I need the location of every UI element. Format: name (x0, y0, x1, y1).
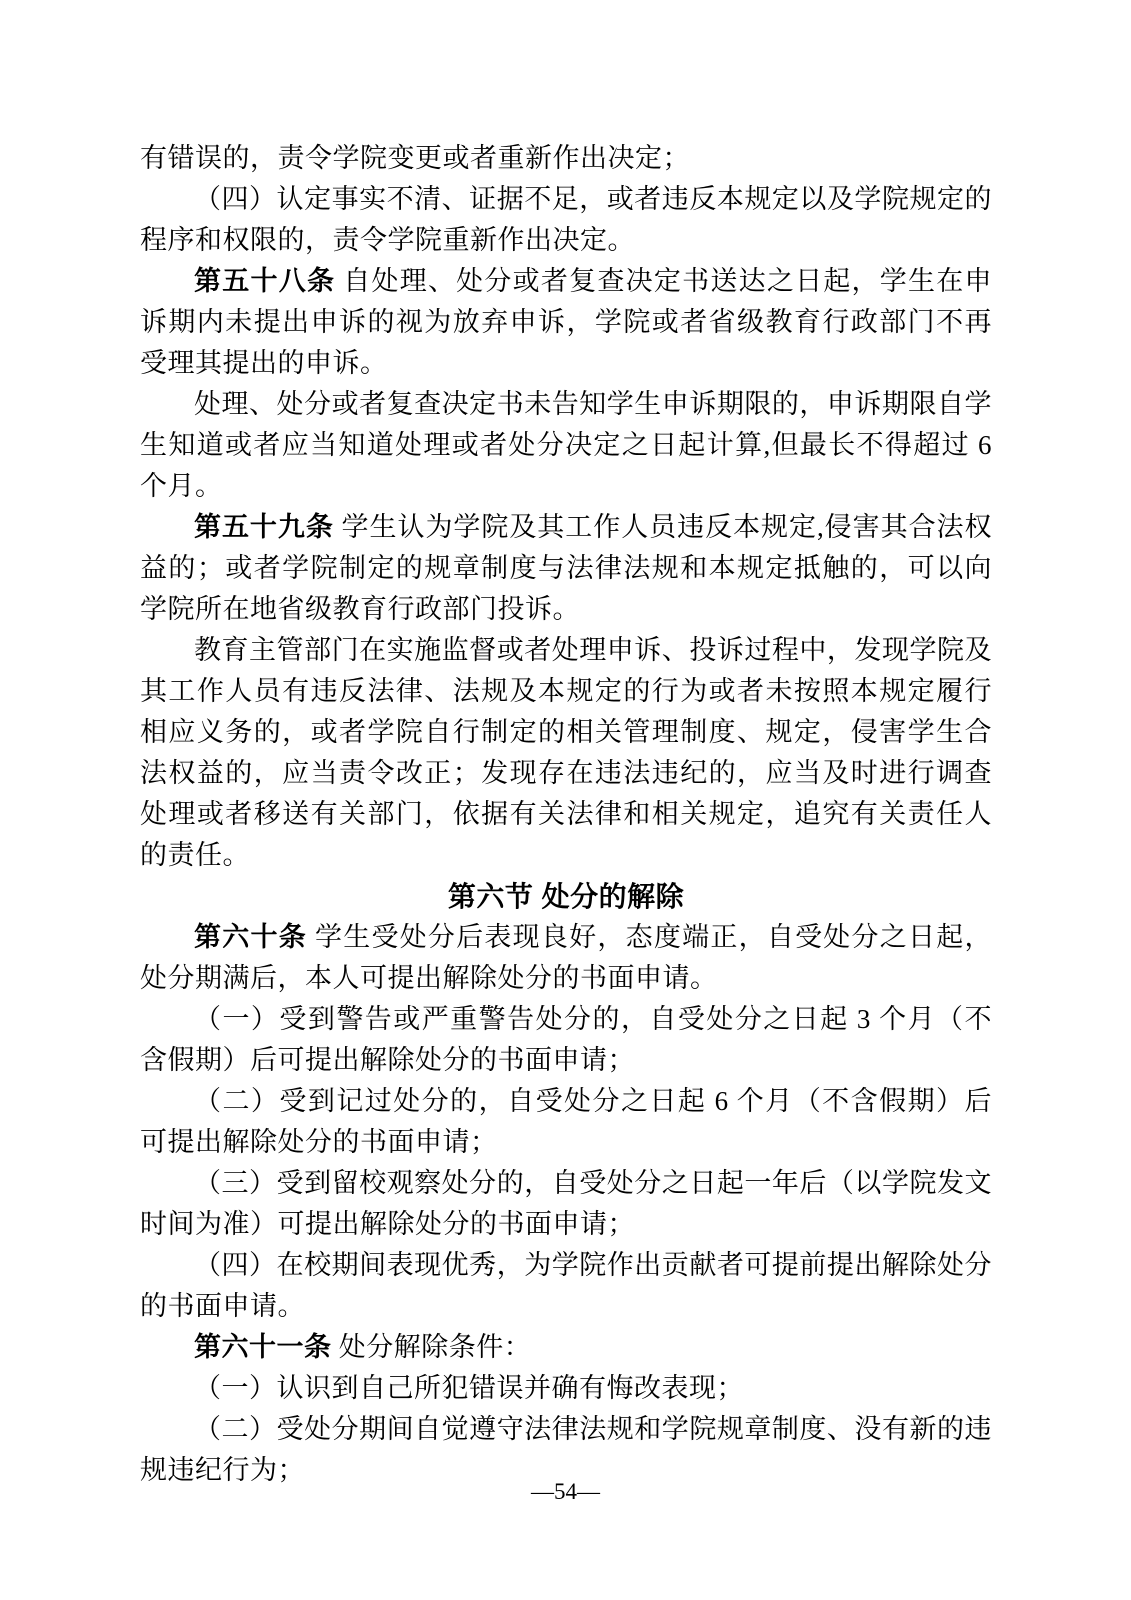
paragraph (140, 1327, 992, 1368)
paragraph: 处理、处分或者复查决定书未告知学生申诉期限的，申诉期限自学生知道或者应当知道处理或者处分决定之日起计算,但最长不得超过 6 个月。 (140, 389, 992, 501)
paragraph: （三）受到留校观察处分的，自受处分之日起一年后（以学院发文时间为准）可提出解除处分的书面申请； (140, 1168, 992, 1239)
paragraph: （四）认定事实不清、证据不足，或者违反本规定以及学院规定的程序和权限的，责令学院重新作出决定。 (140, 184, 992, 255)
paragraph: 有错误的，责令学院变更或者重新作出决定； (140, 143, 690, 173)
paragraph-text: 学生受处分后表现良好，态度端正，自受处分之日起，处分期满后，本人可提出解除处分的书面申请。 (140, 922, 993, 993)
paragraph: （四）在校期间表现优秀，为学院作出贡献者可提前提出解除处分的书面申请。 (140, 1250, 992, 1321)
paragraph (140, 917, 992, 999)
paragraph: （一）认识到自己所犯错误并确有悔改表现； (194, 1373, 744, 1403)
paragraph (140, 261, 992, 384)
document-body (140, 138, 992, 1491)
paragraph: （一）受到警告或严重警告处分的，自受处分之日起 3 个月（不含假期）后可提出解除处分的书面申请； (140, 1004, 992, 1075)
section-heading: 第六节 处分的解除 (447, 881, 685, 912)
paragraph: （二）受处分期间自觉遵守法律法规和学院规章制度、没有新的违规违纪行为； (140, 1414, 992, 1485)
paragraph: 教育主管部门在实施监督或者处理申诉、投诉过程中，发现学院及其工作人员有违反法律、法规及本规定的行为或者未按照本规定履行相应义务的，或者学院自行制定的相关管理制度、规定，侵害学生合法权益的，应当责令改正；发现存在违法违纪的，应当及时进行调查处理或者移送有关部门，依据有关法律和相关规定，追究有关责任人的责任。 (140, 635, 992, 870)
paragraph-text: 处分解除条件： (338, 1332, 532, 1362)
paragraph (140, 507, 992, 630)
article-number: 第五十八条 (194, 266, 336, 296)
article-number: 第五十九条 (194, 512, 334, 542)
paragraph: （二）受到记过处分的，自受处分之日起 6 个月（不含假期）后可提出解除处分的书面申请； (140, 1086, 992, 1157)
article-number: 第六十条 (194, 922, 307, 952)
paragraph-text: 学生认为学院及其工作人员违反本规定,侵害其合法权益的；或者学院制定的规章制度与法律法规和本规定抵触的，可以向学院所在地省级教育行政部门投诉。 (140, 512, 993, 624)
paragraph-text: 自处理、处分或者复查决定书送达之日起，学生在申诉期内未提出申诉的视为放弃申诉，学院或者省级教育行政部门不再受理其提出的申诉。 (140, 266, 993, 378)
article-number: 第六十一条 (194, 1332, 332, 1362)
page-number: —54— (531, 1479, 600, 1504)
